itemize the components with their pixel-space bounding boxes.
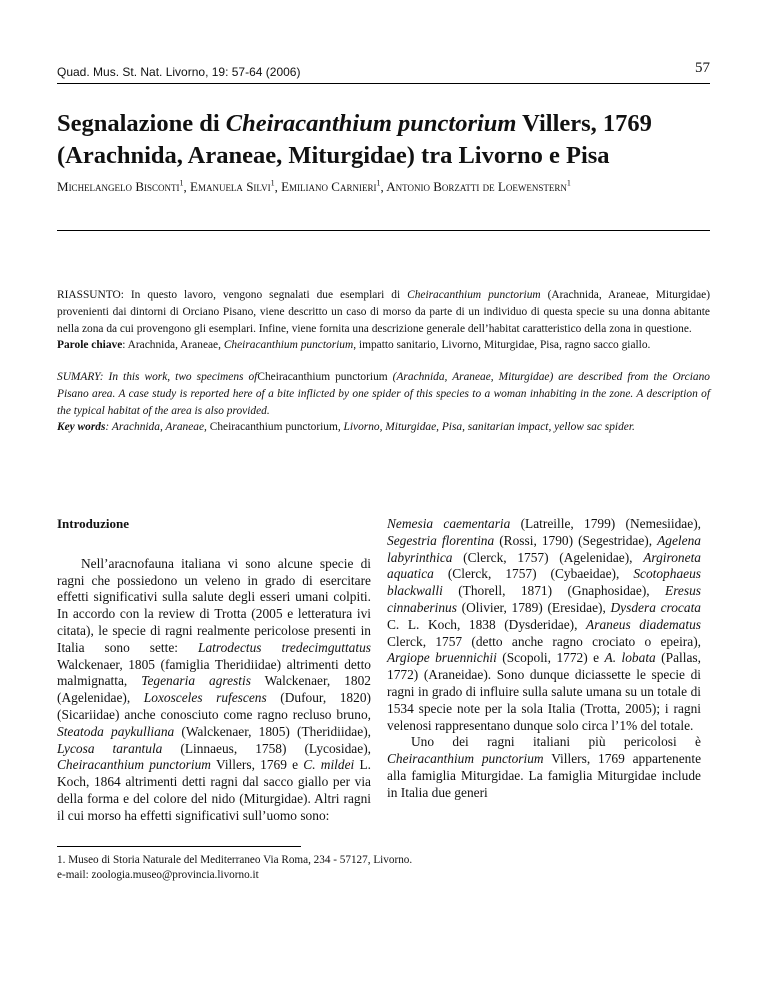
body-text: (Linnaeus, 1758) (Lycosidae), [162,740,372,756]
body-text: (Scopoli, 1772) e [496,650,605,666]
body-text: C. L. Koch, 1838 (Dysderidae), [387,616,587,632]
species-name: Cheiracanthium punctorium [387,751,544,767]
species-name: Loxosceles rufescens [143,690,267,706]
body-text: Walckenaer, 1805 (famiglia Theridiidae) altrimenti detto malmignatta, [57,656,371,689]
riassunto: RIASSUNTO: In questo lavoro, vengono segnalati due esemplari di Cheiracanthium punctorium (Arachnida, Araneae, Miturgidae) provenienti dai dintorni di Orciano Pisano, viene descritto un caso di morso da parte di un individuo di questa specie su una donna abitante nella zona da cui provengono gli esemplari. Infine, viene fornita una descrizione generale dell’habitat caratteristico della zona in questione. Parole chiave: Arachnida, Araneae, Cheiracanthium punctorium, impatto sanitario, Livorno, Miturgidae, Pisa, ragno sacco giallo. [57,289,710,352]
body-text: L. Koch, 1864 altrimenti detti ragni dal sacco giallo per via della forma e del colore del nido (Miturgidae). Altri ragni il cui morso ha effetti significativi sull’uomo sono: [57,757,371,823]
intro-paragraph-1 [57,556,371,825]
species-name: Steatoda paykulliana [57,723,175,739]
species-name: Tegenaria agrestis [141,673,251,689]
author-4: Antonio Borzatti de Loewenstern$^1$ [386,179,571,195]
body-text: (Thorell, 1871) (Gnaphosidae), [442,583,666,599]
column-left [57,516,371,825]
body-text: (Clerck, 1757) (Cybaeidae), [433,566,634,582]
summary: SUMARY: In this work, two specimens ofCheiracanthium punctorium (Arachnida, Araneae, Miturgidae) are described from the Orciano Pisano area. A case study is reported here of a bite inflicted by one spider of this species to a woman inhabiting in the zone. A description of the typical habitat of the area is also provided. Key words: Arachnida, Araneae, Cheiracanthium punctorium, Livorno, Miturgidae, Pisa, sanitarian impact, yellow sac spider. [57,371,710,434]
key-words-label: Key words [57,421,106,434]
body-text: Villers, 1769 appartenente alla famiglia Miturgidae. La famiglia Miturgidae include in Italia due generi [387,751,702,800]
author-list: Michelangelo Bisconti$^1$, Emanuela Silvi$^1$, Emiliano Carnieri$^1$, Antonio Borzatti de Loewenstern$^1$ [57,179,571,195]
species-name: Scotophaeus blackwalli [387,566,701,599]
body-text: (Clerck, 1757) (Agelenidae), [452,549,644,565]
intro-paragraph-2 [387,734,701,801]
body-text: Clerck, 1757 (detto anche ragno crociato o epeira), [387,633,701,649]
body-text: (Rossi, 1790) (Segestridae), [494,532,658,548]
species-name: A. lobata [604,650,656,666]
header-rule [57,83,710,84]
species-name: C. mildei [303,757,355,773]
species-name: Agelena labyrinthica [387,532,701,565]
body-text: (Dufour, 1820) (Sicariidae) anche conosciuto come ragno recluso bruno, [57,690,371,722]
body-text: (Pallas, 1772) (Araneidae). Sono dunque diciassette le specie di ragni in grado di influire sulla salute umana su un totale di 1534 specie note per la sola Italia (Trotta, 2005); i ragni velenosi rappresentano dunque solo circa l’1% del totale. [387,650,701,733]
footnote-affiliation: 1. Museo di Storia Naturale del Mediterraneo Via Roma, 234 - 57127, Livorno. e-mail: zoologia.museo@provincia.livorno.it [57,853,737,883]
species-name: Argironeta aquatica [387,549,701,582]
body-text: (Latreille, 1799) (Nemesiidae), [510,516,701,531]
footnote-rule [57,846,301,847]
author-1: Michelangelo Bisconti$^1$ [57,179,184,195]
species-name: Eresus cinnaberinus [387,583,701,615]
species-name: Argiope bruennichii [387,650,497,666]
author-2: Emanuela Silvi$^1$ [189,179,275,195]
body-text: Walckenaer, 1802 (Agelenidae), [57,673,371,706]
body-text: (Olivier, 1789) (Eresidae), [456,599,611,615]
section-heading-introduzione: Introduzione [57,516,129,531]
article-title: Segnalazione di Cheiracanthium punctorium Villers, 1769 (Arachnida, Araneae, Miturgidae) tra Livorno e Pisa [57,110,652,169]
intro-paragraph-1-continued [387,516,701,734]
body-text: Villers, 1769 e [210,757,304,773]
journal-citation: Quad. Mus. St. Nat. Livorno, 19: 57-64 (2006) [57,65,301,79]
species-name: Araneus diadematus [586,616,701,632]
body-text: Nell’aracnofauna italiana vi sono alcune specie di ragni che possiedono un veleno in grado di esercitare effetti significativi sulla salute degli esseri umani colpiti. In accordo con la review di Trotta (2005 e letteratura ivi citata), le specie di ragni realmente pericolose presenti in Italia sono sette: [57,555,371,655]
species-name: Latrodectus tredecimguttatus [198,639,372,655]
parole-chiave-label: Parole chiave [57,339,123,352]
author-3: Emiliano Carnieri$^1$ [281,179,381,195]
species-name: Dysdera crocata [610,599,701,615]
species-name: Cheiracanthium punctorium [57,757,211,773]
authors-rule [57,230,710,231]
column-right [387,516,701,802]
species-name: Segestria florentina [387,532,495,548]
contact-email: e-mail: zoologia.museo@provincia.livorno.it [57,869,259,881]
page-number: 57 [695,60,710,76]
body-text: (Walckenaer, 1805) (Theridiidae), [174,723,372,739]
body-text: Uno dei ragni italiani più pericolosi è [411,734,701,750]
species-name: Nemesia caementaria [387,516,511,531]
species-name: Lycosa tarantula [57,740,163,756]
title-species: Cheiracanthium punctorium [225,110,517,137]
